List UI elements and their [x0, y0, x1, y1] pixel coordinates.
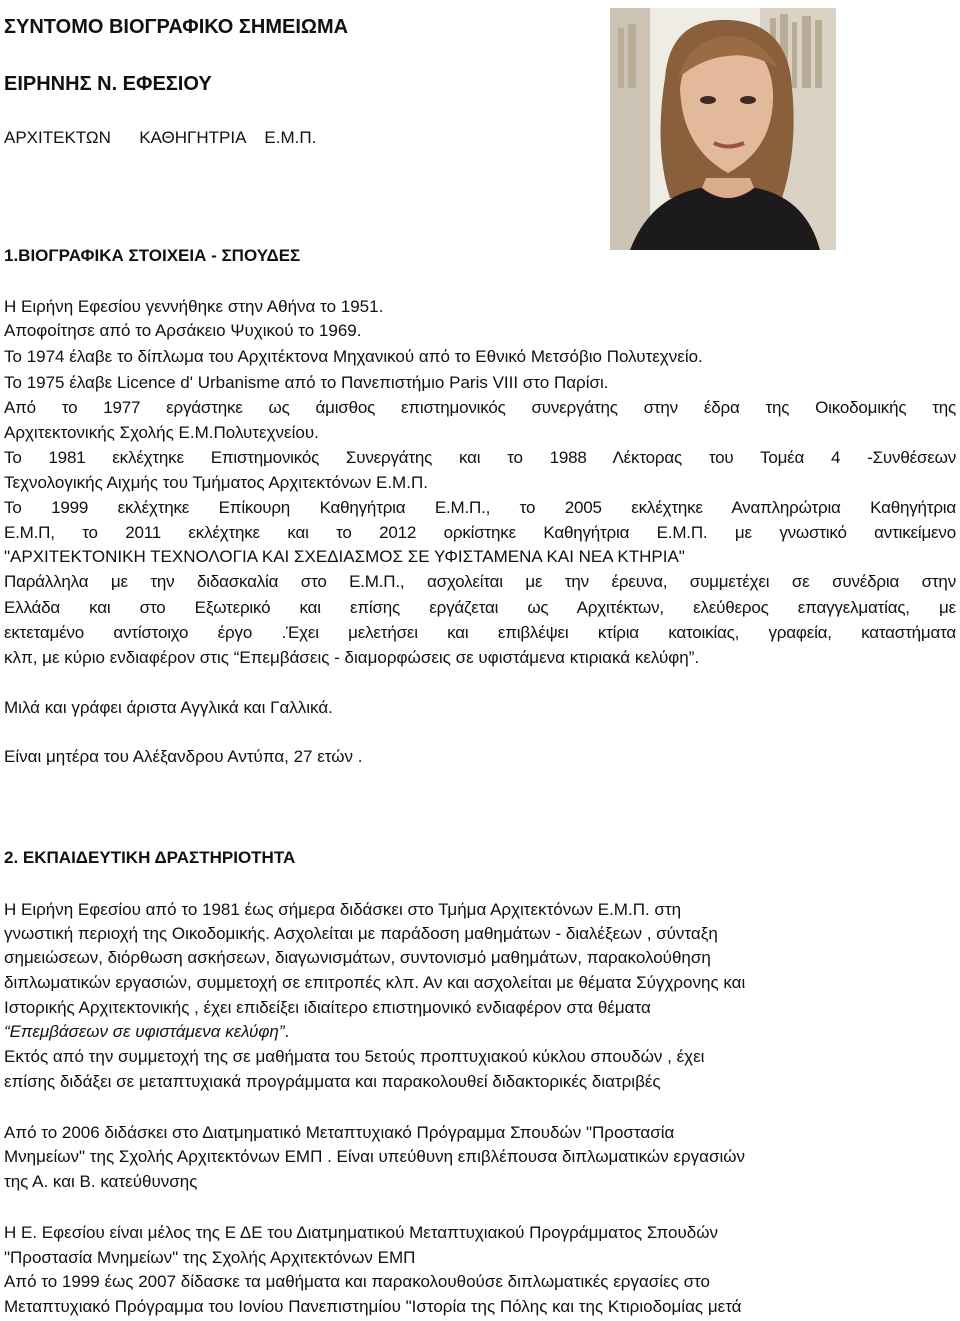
- bio-line: Τεχνολογικής Αιχμής του Τμήματος Αρχιτεκτόνων Ε.Μ.Π.: [4, 473, 428, 492]
- teaching-line: Η Ε. Εφεσίου είναι μέλος της Ε ΔΕ του Διατμηματικού Μεταπτυχιακού Προγράμματος Σπουδών: [4, 1223, 718, 1242]
- person-role: ΑΡΧΙΤΕΚΤΩΝ ΚΑΘΗΓΗΤΡΙΑ Ε.Μ.Π.: [4, 128, 317, 147]
- languages-line: Μιλά και γράφει άριστα Αγγλικά και Γαλλικά.: [4, 698, 333, 717]
- bio-line: Το 1981 εκλέχτηκε Επιστημονικός Συνεργάτης και το 1988 Λέκτορας του Τομέα 4 -Συνθέσεων: [4, 448, 956, 467]
- bio-paragraph: [4, 571, 956, 593]
- bio-paragraph: [4, 397, 956, 419]
- bio-line: Αρχιτεκτονικής Σχολής Ε.Μ.Πολυτεχνείου.: [4, 423, 319, 442]
- italic-phrase-end: .: [284, 1022, 290, 1041]
- teaching-line: Μνημείων" της Σχολής Αρχιτεκτόνων ΕΜΠ . Είναι υπεύθυνη επιβλέπουσα διπλωματικών εργασιών: [4, 1147, 746, 1166]
- teaching-line: Από το 1999 έως 2007 δίδασκε τα μαθήματα και παρακολουθούσε διπλωματικές εργασίες στο: [4, 1272, 710, 1291]
- teaching-line: Ιστορικής Αρχιτεκτονικής , έχει επιδείξει ιδιαίτερο επιστημονικό ενδιαφέρον στα θέματα: [4, 998, 651, 1017]
- bio-paragraph: [4, 622, 956, 644]
- person-name: ΕΙΡΗΝΗΣ Ν. ΕΦΕΣΙΟΥ: [4, 73, 212, 95]
- teaching-line: "Προστασία Μνημείων" της Σχολής Αρχιτεκτόνων ΕΜΠ: [4, 1248, 416, 1267]
- teaching-line: Από το 2006 διδάσκει στο Διατμηματικό Μεταπτυχιακό Πρόγραμμα Σπουδών "Προστασία: [4, 1123, 675, 1142]
- bio-paragraph: [4, 497, 956, 519]
- bio-line: Αποφοίτησε από το Αρσάκειο Ψυχικού το 1969.: [4, 321, 362, 340]
- bio-line: Παράλληλα με την διδασκαλία στο Ε.Μ.Π., ασχολείται με την έρευνα, συμμετέχει σε συνέδρια στην: [4, 572, 956, 591]
- bio-line: Το 1999 εκλέχτηκε Επίκουρη Καθηγήτρια Ε.Μ.Π., το 2005 εκλέχτηκε Αναπληρώτρια Καθηγήτρια: [4, 498, 956, 517]
- bio-paragraph: [4, 447, 956, 469]
- bio-paragraph: [4, 597, 956, 619]
- bio-line: "ΑΡΧΙΤΕΚΤΟΝΙΚΗ ΤΕΧΝΟΛΟΓΙΑ ΚΑΙ ΣΧΕΔΙΑΣΜΟΣ ΣΕ ΥΦΙΣΤΑΜΕΝΑ ΚΑΙ ΝΕΑ ΚΤΗΡΙΑ": [4, 547, 685, 566]
- teaching-line: Η Ειρήνη Εφεσίου από το 1981 έως σήμερα διδάσκει στο Τμήμα Αρχιτεκτόνων Ε.Μ.Π. στη: [4, 900, 682, 919]
- family-line: Είναι μητέρα του Αλέξανδρου Αντύπα, 27 ετών .: [4, 747, 363, 766]
- bio-paragraph: [4, 522, 956, 544]
- italic-phrase: “Επεμβάσεων σε υφιστάμενα κελύφη”: [4, 1022, 285, 1041]
- section-2-heading: 2. ΕΚΠΑΙΔΕΥΤΙΚΗ ΔΡΑΣΤΗΡΙΟΤΗΤΑ: [4, 848, 296, 867]
- teaching-line: διπλωματικών εργασιών, συμμετοχή σε επιτροπές κλπ. Αν και ασχολείται με θέματα Σύγχρονης και: [4, 973, 746, 992]
- teaching-line: Εκτός από την συμμετοχή της σε μαθήματα του 5ετούς προπτυχιακού κύκλου σπουδών , έχει: [4, 1047, 705, 1066]
- teaching-line: σημειώσεων, διόρθωση ασκήσεων, διαγωνισμάτων, συντονισμό μαθημάτων, παρακολούθηση: [4, 948, 711, 967]
- bio-line: Ε.Μ.Π, το 2011 εκλέχτηκε και το 2012 ορκίστηκε Καθηγήτρια Ε.Μ.Π. με γνωστικό αντικείμενο: [4, 523, 956, 542]
- section-1-heading: 1.ΒΙΟΓΡΑΦΙΚΑ ΣΤΟΙΧΕΙΑ - ΣΠΟΥΔΕΣ: [4, 246, 301, 265]
- teaching-line: γνωστική περιοχή της Οικοδομικής. Ασχολείται με παράδοση μαθημάτων - διαλέξεων , σύνταξη: [4, 924, 718, 943]
- bio-line: κλπ, με κύριο ενδιαφέρον στις “Επεμβάσεις - διαμορφώσεις σε υφιστάμενα κτιριακά κελύφη”.: [4, 648, 700, 667]
- teaching-line: Μεταπτυχιακό Πρόγραμμα του Ιονίου Πανεπιστημίου "Ιστορία της Πόλης και της Κτιριοδομίας μετά: [4, 1297, 742, 1316]
- teaching-line: επίσης διδάξει σε μεταπτυχιακά προγράμματα και παρακολουθεί διδακτορικές διατριβές: [4, 1072, 661, 1091]
- teaching-line: της Α. και Β. κατεύθυνσης: [4, 1172, 198, 1191]
- teaching-line-italic: [4, 1021, 289, 1043]
- bio-line: Από το 1977 εργάστηκε ως άμισθος επιστημονικός συνεργάτης στην έδρα της Οικοδομικής της: [4, 398, 956, 417]
- bio-line: Η Ειρήνη Εφεσίου γεννήθηκε στην Αθήνα το 1951.: [4, 297, 384, 316]
- bio-line: εκτεταμένο αντίστοιχο έργο .Έχει μελετήσει και επιβλέψει κτίρια κατοικίας, γραφεία, καταστήματα: [4, 623, 956, 642]
- document-title: ΣΥΝΤΟΜΟ ΒΙΟΓΡΑΦΙΚΟ ΣΗΜΕΙΩΜΑ: [4, 16, 349, 38]
- bio-line: Το 1975 έλαβε Licence d' Urbanisme από το Πανεπιστήμιο Paris VIII στο Παρίσι.: [4, 373, 609, 392]
- bio-line: Ελλάδα και στο Εξωτερικό και επίσης εργάζεται ως Αρχιτέκτων, ελεύθερος επαγγελματίας, με: [4, 598, 956, 617]
- portrait-photo: [610, 8, 836, 250]
- bio-line: Το 1974 έλαβε το δίπλωμα του Αρχιτέκτονα Μηχανικού από το Εθνικό Μετσόβιο Πολυτεχνείο.: [4, 347, 703, 366]
